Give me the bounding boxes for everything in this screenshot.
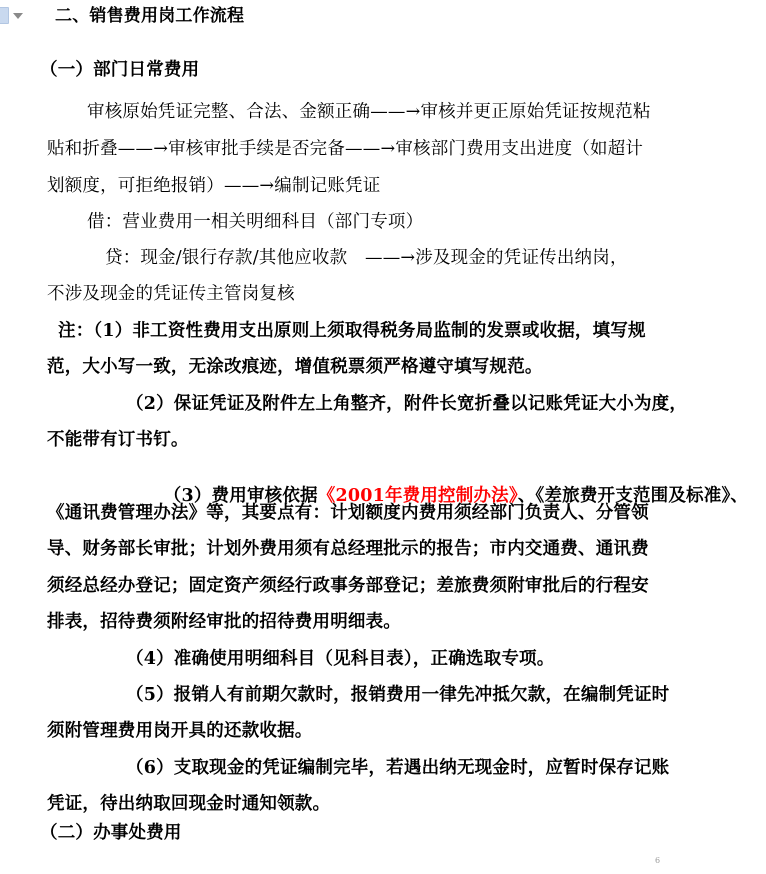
anchor-box-icon[interactable] xyxy=(0,7,9,24)
entry-credit-continuation: 不涉及现金的凭证传主管岗复核 xyxy=(47,284,295,304)
note-3-red-regulation: 《2001年费用控制办法》 xyxy=(317,486,518,506)
entry-credit-line: 贷：现金/银行存款/其他应收款 ——→涉及现金的凭证传出纳岗， xyxy=(105,248,628,268)
flow-line-2: 贴和折叠——→审核审批手续是否完备——→审核部门费用支出进度（如超计 xyxy=(47,139,644,159)
note-3-line-5: 排表，招待费须附经审批的招待费用明细表。 xyxy=(47,612,401,632)
note-1-line-1: 注：（1）非工资性费用支出原则上须取得税务局监制的发票或收据，填写规 xyxy=(58,321,646,341)
note-6-line-1: （6）支取现金的凭证编制完毕，若遇出纳无现金时，应暂时保存记账 xyxy=(126,758,670,778)
note-3-line-4: 须经总经办登记；固定资产须经行政事务部登记；差旅费须附审批后的行程安 xyxy=(47,576,649,596)
note-3-prefix: （3）费用审核依据 xyxy=(163,486,318,506)
flow-line-1: 审核原始凭证完整、合法、金额正确——→审核并更正原始凭证按规范粘 xyxy=(87,102,651,122)
note-2-line-2: 不能带有订书钉。 xyxy=(47,430,189,450)
entry-debit-line: 借：营业费用一相关明细科目（部门专项） xyxy=(87,212,424,232)
note-5-line-1: （5）报销人有前期欠款时，报销费用一律先冲抵欠款，在编制凭证时 xyxy=(126,685,670,705)
note-3-line-3: 导、财务部长审批；计划外费用须有总经理批示的报告；市内交通费、通讯费 xyxy=(47,539,649,559)
note-1-line-2: 范，大小写一致，无涂改痕迹，增值税票须严格遵守填写规范。 xyxy=(47,357,543,377)
subsection-heading-two: （二）办事处费用 xyxy=(40,823,182,843)
page-number: 6 xyxy=(655,856,661,865)
flow-line-3: 划额度，可拒绝报销）——→编制记账凭证 xyxy=(47,176,381,196)
note-6-line-2: 凭证，待出纳取回现金时通知领款。 xyxy=(47,794,331,814)
section-heading-main: 二、销售费用岗工作流程 xyxy=(55,6,245,26)
note-4-line-1: （4）准确使用明细科目（见科目表），正确选取专项。 xyxy=(126,649,555,669)
note-3-suffix: 、《差旅费开支范围及标准》、 xyxy=(517,486,749,506)
note-5-line-2: 须附管理费用岗开具的还款收据。 xyxy=(47,721,313,741)
chevron-down-icon[interactable] xyxy=(13,13,23,19)
subsection-heading-one: （一）部门日常费用 xyxy=(40,60,200,80)
note-3-line-2: 《通讯费管理办法》等，其要点有：计划额度内费用须经部门负责人、分管领 xyxy=(47,503,649,523)
object-anchor-widget[interactable] xyxy=(0,4,44,26)
note-2-line-1: （2）保证凭证及附件左上角整齐，附件长宽折叠以记账凭证大小为度， xyxy=(126,394,688,414)
